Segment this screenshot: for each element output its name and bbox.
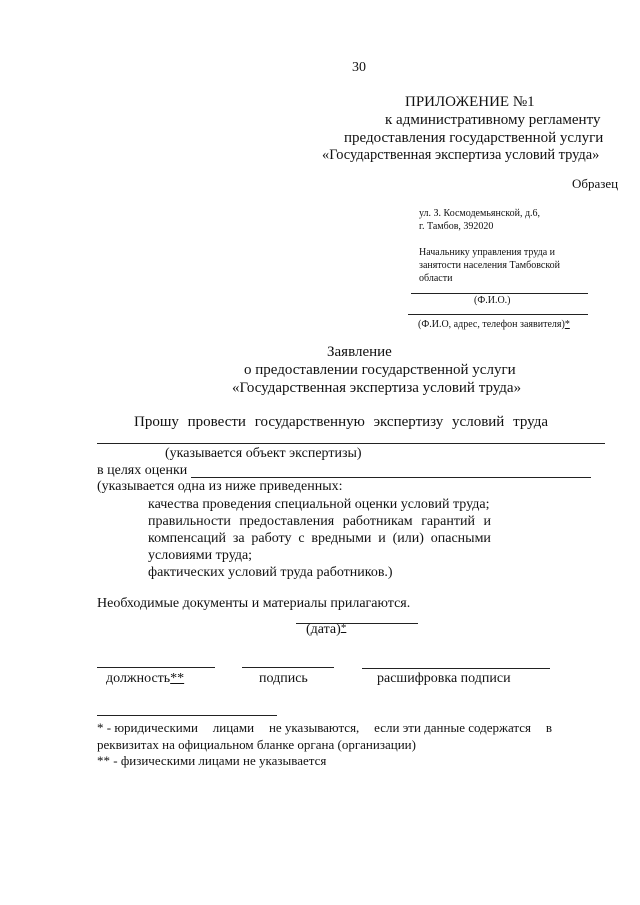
footnote-word: если эти данные содержатся [374, 720, 532, 735]
footnote-1-line-2: реквизитах на официальном бланке органа (организации) [97, 737, 416, 752]
option-2-line-1 [148, 514, 491, 530]
appendix-line-3: «Государственная экспертиза условий труда» [322, 147, 600, 163]
option-3: фактических условий труда работников.) [148, 565, 393, 580]
heading-title: Заявление [327, 344, 392, 360]
date-footnote-mark: * [340, 622, 347, 634]
signature-line [242, 667, 334, 668]
request-word: государственную [254, 414, 365, 430]
option-1: качества проведения специальной оценки условий труда; [148, 497, 490, 512]
applicant-line [408, 314, 588, 315]
position-label: должность [106, 671, 171, 686]
purpose-line [191, 477, 591, 478]
option-word: гарантий [421, 514, 475, 529]
option-2-line-3: условиями труда; [148, 548, 253, 563]
purpose-label: в целях оценки [97, 463, 188, 478]
signature-label: подпись [259, 671, 308, 686]
option-word: правильности [148, 514, 231, 529]
appendix-line-2: предоставления государственной услуги [344, 130, 604, 146]
recipient-line-1: Начальнику управления труда и [419, 247, 556, 258]
decoding-line [362, 668, 550, 669]
option-word: работу [251, 531, 292, 546]
footnote-word: не указываются, [268, 720, 360, 735]
footnote-word: * - юридическими [97, 720, 198, 735]
request-word: условий [452, 414, 505, 430]
recipient-line-3: области [419, 273, 453, 284]
option-2-line-2 [148, 531, 491, 547]
decoding-label: расшифровка подписи [377, 671, 511, 686]
option-word: за [232, 531, 245, 546]
date-caption [306, 622, 346, 638]
request-word: экспертизу [373, 414, 444, 430]
footnote-word: в [545, 720, 552, 735]
applicant-caption [418, 319, 570, 330]
option-word: вредными [311, 531, 372, 546]
heading-line-2: о предоставлении государственной услуги [244, 362, 516, 378]
request-line [134, 414, 548, 431]
object-hint: (указывается объект экспертизы) [165, 446, 362, 461]
option-word: (или) [392, 531, 424, 546]
options-intro: (указывается одна из ниже приведенных: [97, 479, 343, 494]
sample-label: Образец [572, 176, 619, 191]
page-number: 30 [352, 60, 366, 75]
footnote-separator [97, 715, 277, 716]
fio-line [411, 293, 588, 294]
appendix-title: ПРИЛОЖЕНИЕ №1 [405, 94, 535, 110]
address-street: ул. З. Космодемьянской, д.6, [419, 208, 541, 219]
request-word: провести [187, 414, 246, 430]
footnote-word: лицами [212, 720, 255, 735]
option-word: и [483, 514, 491, 529]
position-footnote-mark: ** [170, 671, 185, 686]
object-line [97, 443, 605, 444]
option-word: работникам [342, 514, 413, 529]
date-label: (дата) [306, 622, 341, 637]
request-word: Прошу [134, 414, 179, 430]
recipient-line-2: занятости населения Тамбовской [419, 260, 561, 271]
option-word: и [378, 531, 386, 546]
request-word: труда [513, 414, 548, 430]
position-caption [106, 671, 184, 687]
option-word: компенсаций [148, 531, 226, 546]
position-line [97, 667, 215, 668]
option-word: предоставления [239, 514, 335, 529]
heading-line-3: «Государственная экспертиза условий труда» [232, 380, 522, 396]
footnote-2: ** - физическими лицами не указывается [97, 753, 327, 768]
applicant-footnote-mark: * [564, 319, 570, 330]
option-word: с [298, 531, 305, 546]
applicant-label: (Ф.И.О, адрес, телефон заявителя) [418, 319, 565, 330]
appendix-line-1: к административному регламенту [385, 112, 601, 128]
footnote-1-line-1 [97, 720, 552, 736]
fio-label: (Ф.И.О.) [474, 295, 511, 306]
option-word: опасными [430, 531, 491, 546]
address-city: г. Тамбов, 392020 [419, 221, 494, 232]
documents-note: Необходимые документы и материалы прилагаются. [97, 596, 411, 611]
